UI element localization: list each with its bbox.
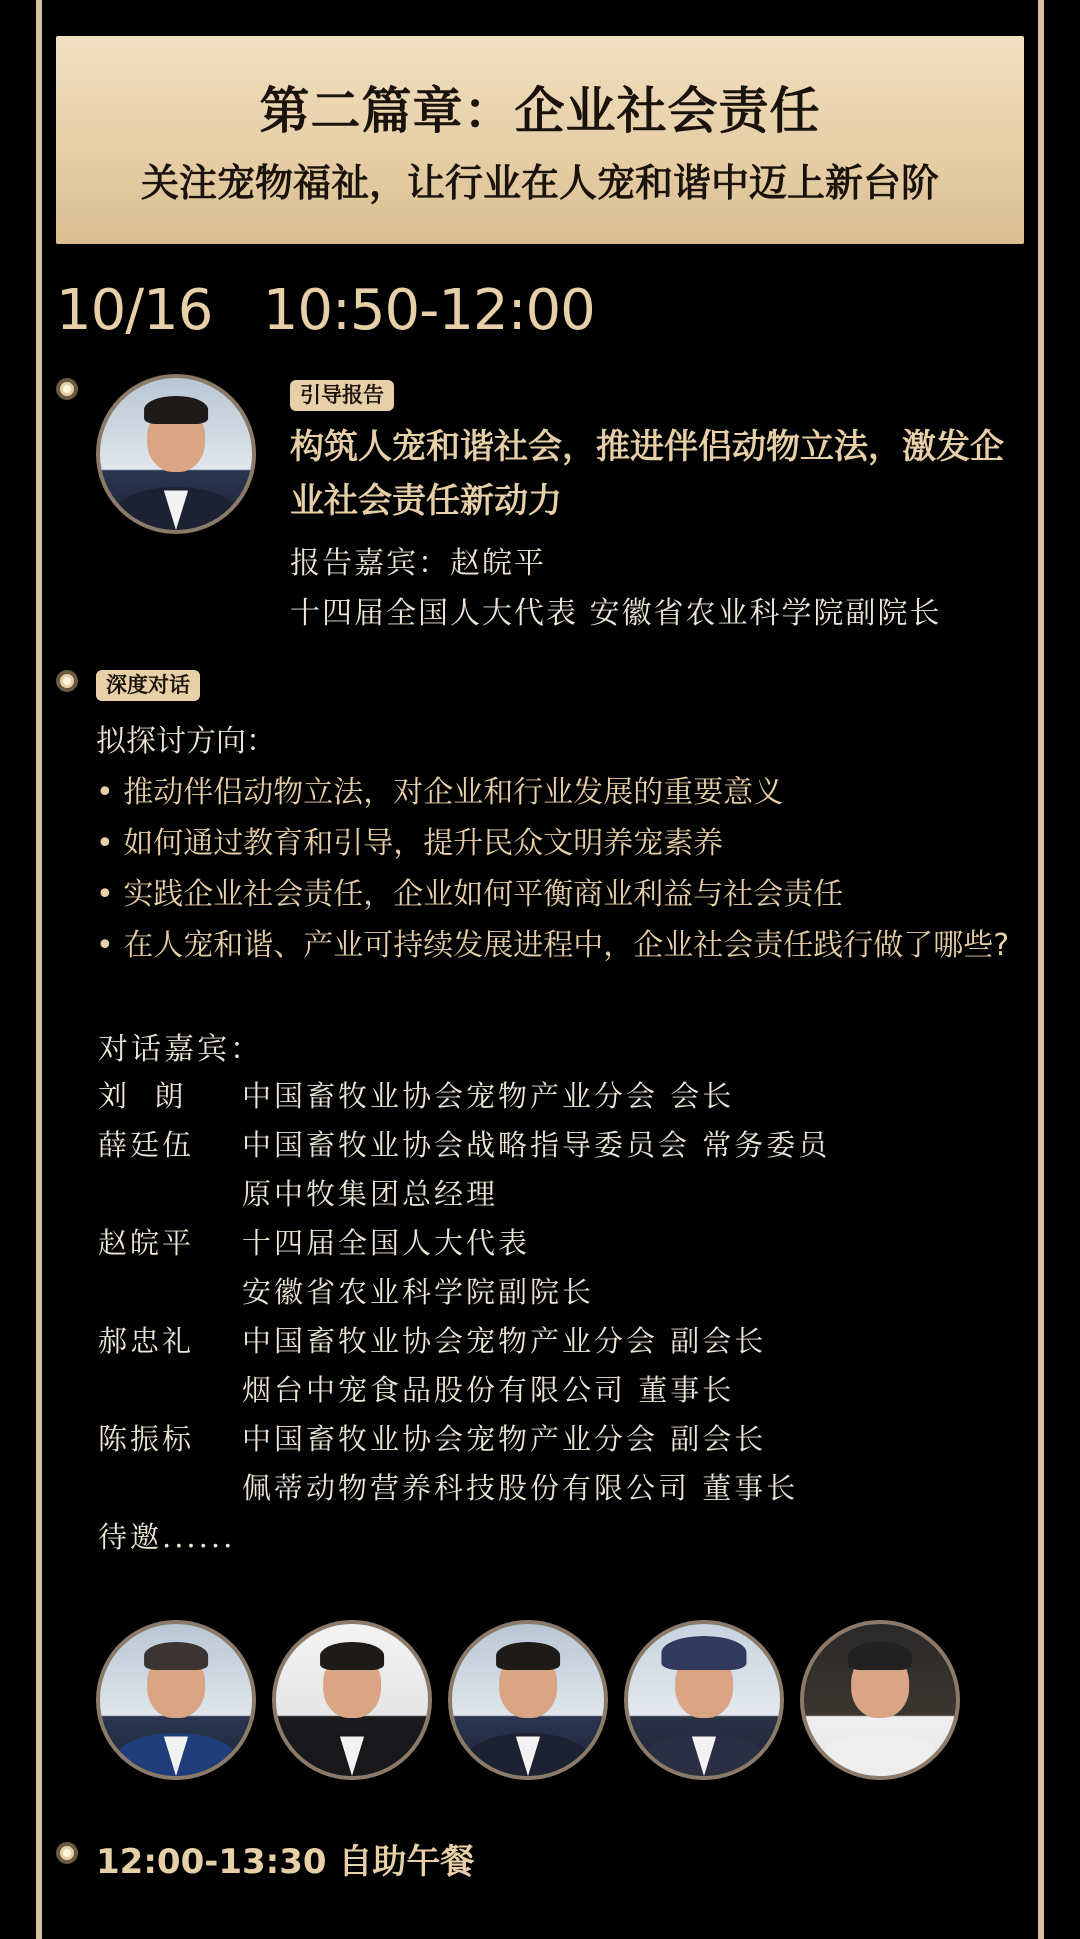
guest-row <box>98 1319 766 1360</box>
topic-item: • 在人宠和谐、产业可持续发展进程中，企业社会责任践行做了哪些? <box>96 920 1016 971</box>
guests-label: 对话嘉宾： <box>98 1032 263 1067</box>
guest-row <box>98 1221 530 1262</box>
dialogue-badge: 深度对话 <box>96 670 200 701</box>
guest-role: 中国畜牧业协会宠物产业分会 副会长 <box>242 1324 767 1358</box>
guest-role: 烟台中宠食品股份有限公司 董事长 <box>242 1373 735 1407</box>
guest-avatar <box>624 1620 784 1780</box>
pending-guests: 待邀...... <box>98 1520 236 1554</box>
keynote-badge: 引导报告 <box>290 380 394 411</box>
dialogue-topics <box>96 716 1016 971</box>
guest-avatar <box>800 1620 960 1780</box>
keynote-title: 构筑人宠和谐社会，推进伴侣动物立法，激发企业社会责任新动力 <box>290 427 1004 521</box>
lunch-bullet-icon <box>56 1842 78 1864</box>
guest-name: 赵皖平 <box>98 1226 195 1260</box>
right-frame-border <box>1038 0 1044 1939</box>
guest-name: 薛廷伍 <box>98 1128 195 1162</box>
guest-role: 中国畜牧业协会宠物产业分会 会长 <box>242 1079 735 1113</box>
guest-role: 十四届全国人大代表 <box>242 1226 531 1260</box>
guest-row <box>98 1172 498 1213</box>
topics-label: 拟探讨方向： <box>96 724 276 759</box>
guest-role: 中国畜牧业协会战略指导委员会 常务委员 <box>242 1128 831 1162</box>
guest-row <box>98 1368 734 1409</box>
chapter-banner <box>56 36 1024 244</box>
chapter-subtitle: 关注宠物福祉，让行业在人宠和谐中迈上新台阶 <box>140 161 939 205</box>
left-frame-border <box>36 0 42 1939</box>
guest-name: 郝忠礼 <box>98 1324 195 1358</box>
keynote-bullet-icon <box>56 378 78 400</box>
guest-role: 佩蒂动物营养科技股份有限公司 董事长 <box>242 1471 799 1505</box>
guest-role: 中国畜牧业协会宠物产业分会 副会长 <box>242 1422 767 1456</box>
topic-item: • 如何通过教育和引导，提升民众文明养宠素养 <box>96 818 1016 869</box>
guest-role: 安徽省农业科学院副院长 <box>242 1275 595 1309</box>
dialogue-bullet-icon <box>56 670 78 692</box>
guest-row <box>98 1123 830 1164</box>
guest-avatar <box>448 1620 608 1780</box>
keynote-speaker-avatar <box>96 374 256 534</box>
guest-row <box>98 1417 766 1458</box>
keynote-speaker: 报告嘉宾：赵皖平 <box>290 546 546 581</box>
topic-item: • 实践企业社会责任，企业如何平衡商业利益与社会责任 <box>96 869 1016 920</box>
chapter-title: 第二篇章：企业社会责任 <box>259 82 821 140</box>
session-datetime: 10/16 10:50-12:00 <box>56 278 595 343</box>
guest-role: 原中牧集团总经理 <box>242 1177 499 1211</box>
lunch-schedule: 12:00-13:30 自助午餐 <box>96 1842 475 1882</box>
guest-row <box>98 1466 798 1507</box>
topic-item: • 推动伴侣动物立法，对企业和行业发展的重要意义 <box>96 767 1016 818</box>
keynote-speaker-role: 十四届全国人大代表 安徽省农业科学院副院长 <box>290 596 942 631</box>
guest-name: 陈振标 <box>98 1422 195 1456</box>
guest-row <box>98 1270 594 1311</box>
guest-row <box>98 1074 734 1115</box>
guest-name: 刘 朗 <box>98 1079 187 1113</box>
guest-avatar <box>96 1620 256 1780</box>
guest-avatar <box>272 1620 432 1780</box>
